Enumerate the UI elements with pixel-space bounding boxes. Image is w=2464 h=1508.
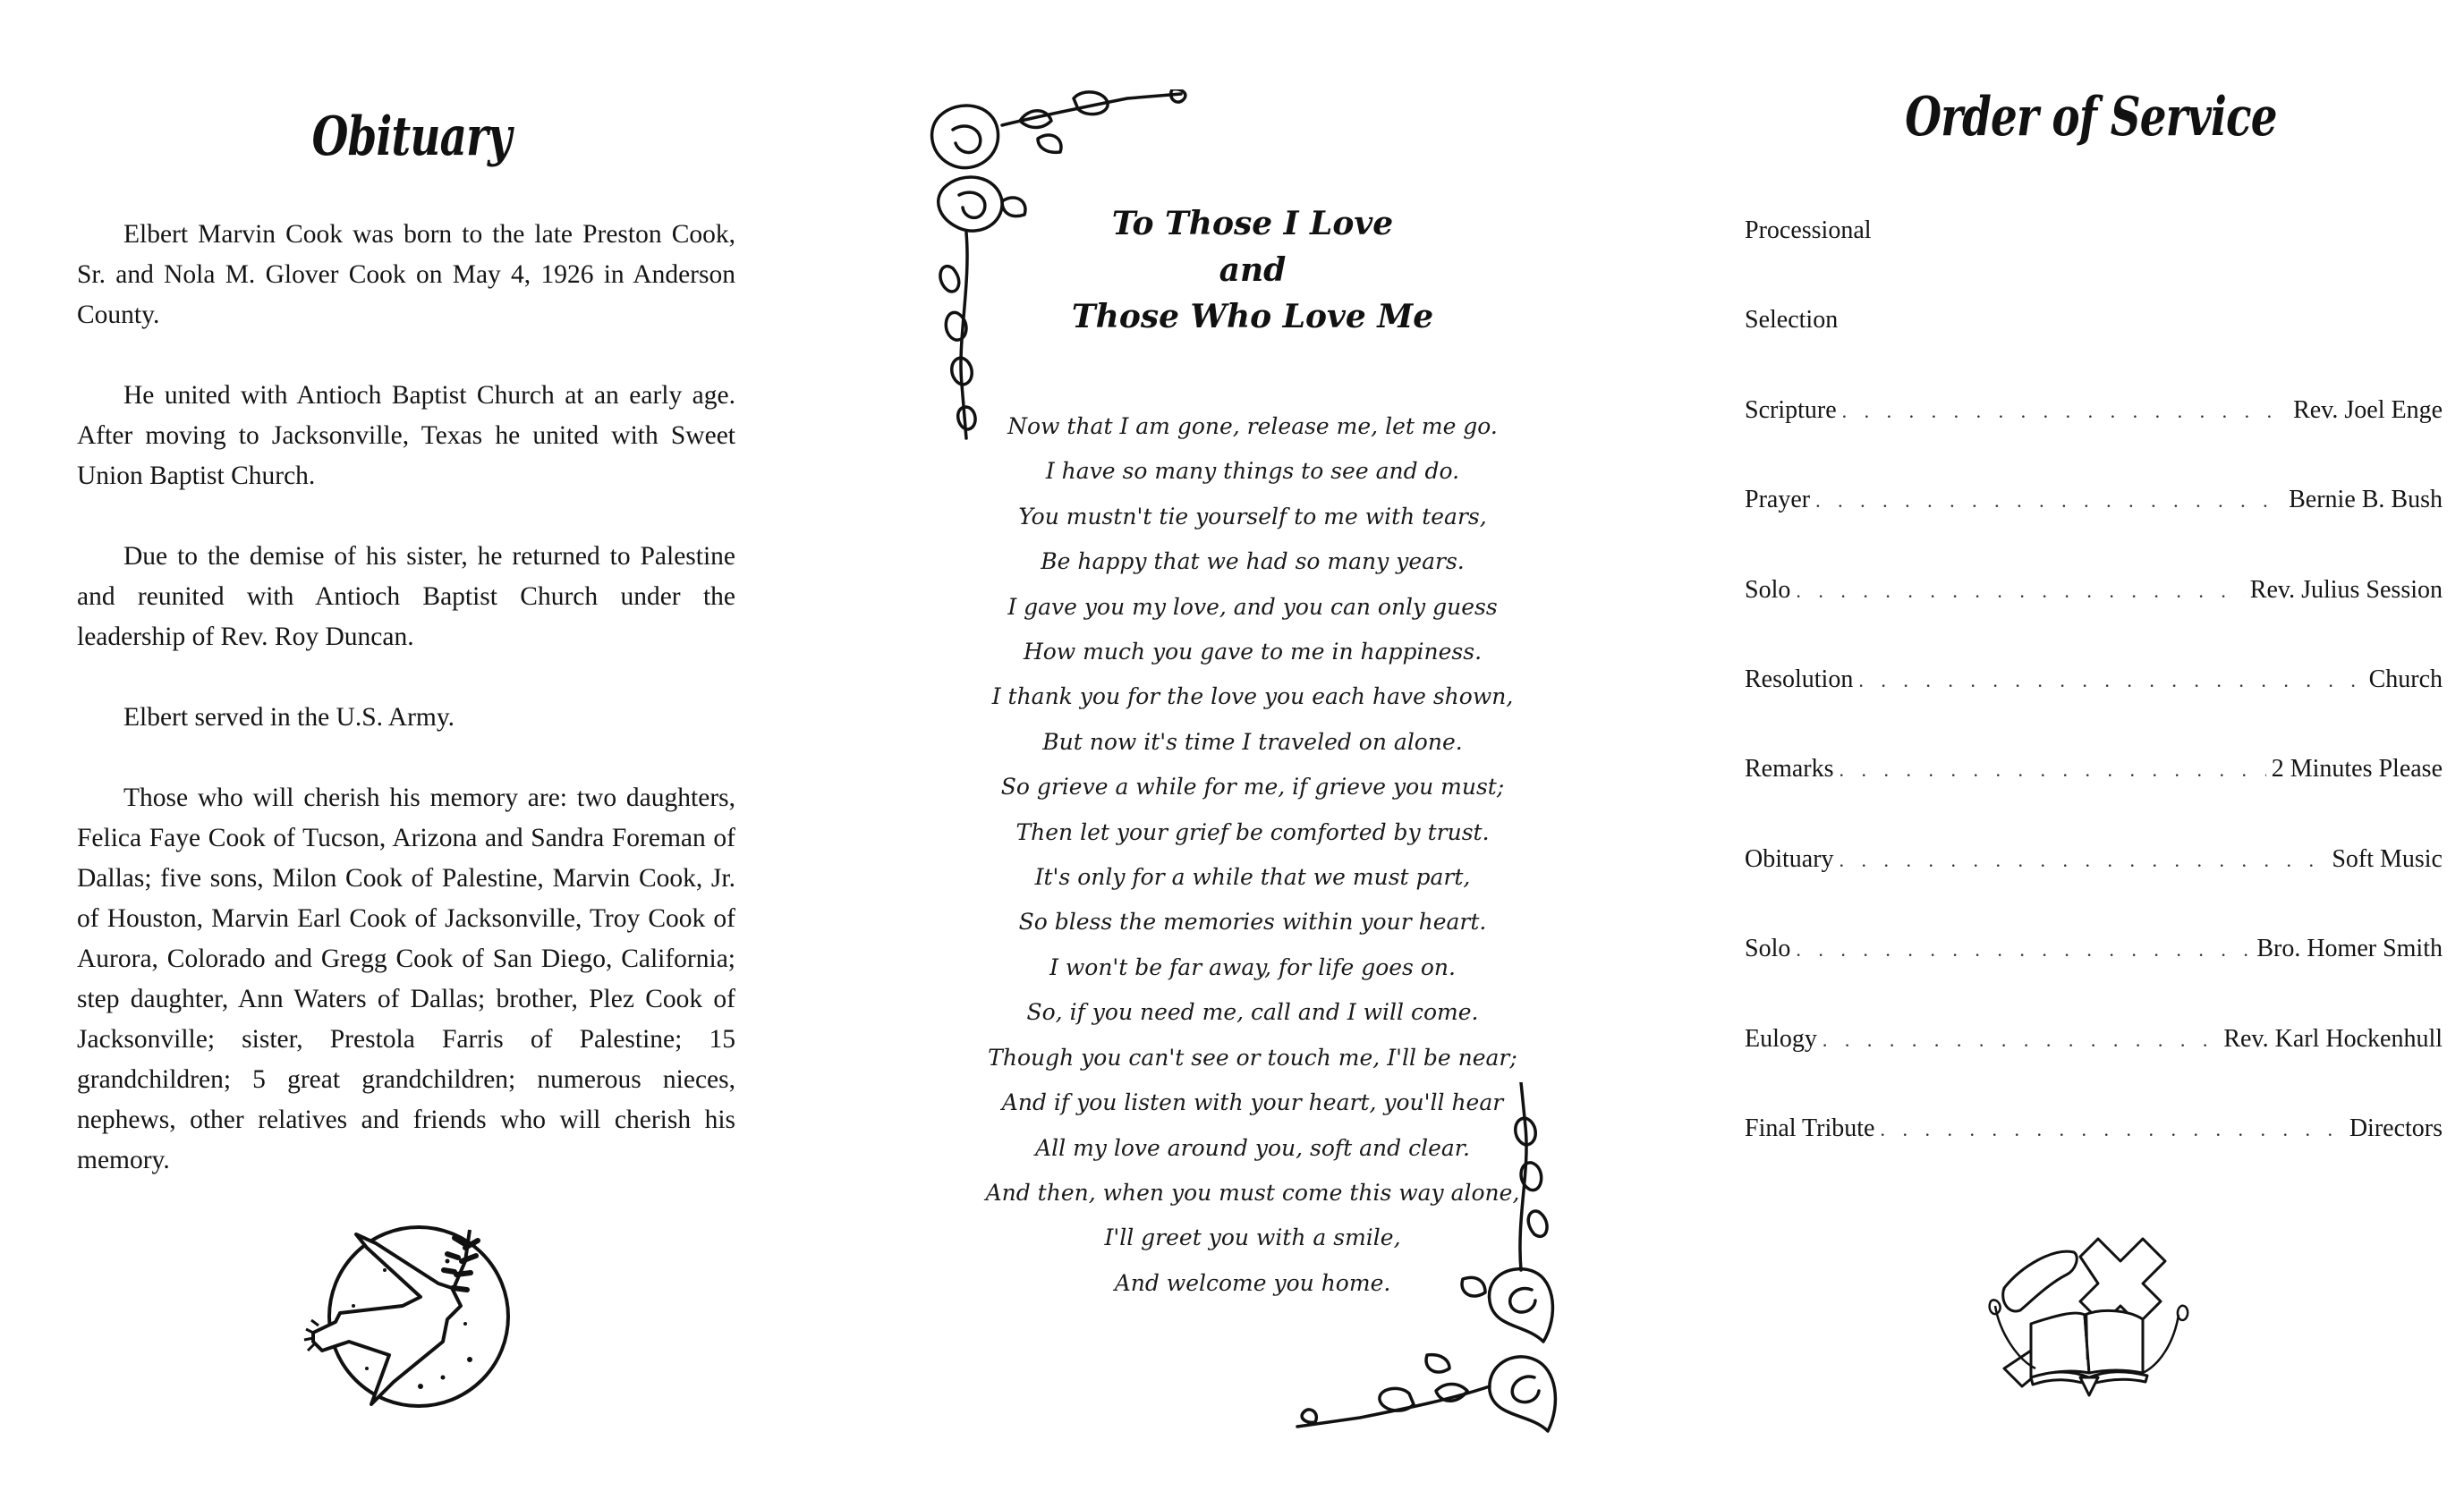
dove-with-olive-branch-icon <box>286 1207 528 1422</box>
poem-title-line: and <box>1219 251 1287 289</box>
service-item <box>1745 935 2443 1024</box>
service-part: Remarks <box>1745 755 1834 784</box>
service-participant: Bro. Homer Smith <box>2256 935 2443 963</box>
service-part: Prayer <box>1745 486 1811 514</box>
service-participant: Bernie B. Bush <box>2289 486 2443 514</box>
poem-line: Be happy that we had so many years. <box>1041 548 1465 575</box>
service-part: Processional <box>1745 216 1872 244</box>
dot-leader <box>1880 1118 2343 1141</box>
poem-line: So bless the memories within your heart. <box>1018 909 1487 936</box>
obituary-paragraph: Elbert Marvin Cook was born to the late Preston Cook, Sr. and Nola M. Glover Cook on May 4, 1926 in Anderson County. <box>77 220 735 329</box>
dot-leader <box>1840 758 2266 782</box>
poem-line: It's only for a while that we must part, <box>1034 864 1471 891</box>
service-item <box>1745 396 2443 486</box>
order-of-service-title: Order of Service <box>1905 86 2277 148</box>
dot-leader <box>1842 400 2288 423</box>
service-part: Eulogy <box>1745 1024 1817 1053</box>
obituary-title: Obituary <box>311 106 512 168</box>
service-part: Resolution <box>1745 665 1854 693</box>
rose-corner-bottom-right-icon <box>1279 1082 1584 1440</box>
poem-line: I gave you my love, and you can only guess <box>1007 593 1498 620</box>
service-participant: Directors <box>2349 1114 2443 1142</box>
order-of-service-list <box>1745 216 2443 1204</box>
obituary-paragraph: He united with Antioch Baptist Church at an early age. After moving to Jacksonville, Texas he united with Sweet Union Baptist Church. <box>77 381 735 490</box>
service-item <box>1745 306 2443 395</box>
service-part: Solo <box>1745 935 1791 963</box>
service-part: Solo <box>1745 575 1791 604</box>
obituary-paragraph: Elbert served in the U.S. Army. <box>123 703 455 732</box>
poem-panel <box>895 0 1610 1508</box>
poem-line: Then let your grief be comforted by trust. <box>1015 818 1490 845</box>
poem-line: And welcome you home. <box>1114 1269 1391 1296</box>
poem-line: Now that I am gone, release me, let me go. <box>1007 413 1498 439</box>
service-participant: Rev. Karl Hockenhull <box>2223 1024 2443 1053</box>
dot-leader <box>1840 849 2327 872</box>
service-participant: Church <box>2368 665 2443 693</box>
obituary-paragraph: Due to the demise of his sister, he returned to Palestine and reunited with Antioch Baptist Church under the leadership of Rev. Roy Duncan. <box>77 542 735 651</box>
service-participant: Soft Music <box>2332 844 2443 873</box>
service-item <box>1745 576 2443 665</box>
obituary-paragraph: Those who will cherish his memory are: two daughters, Felica Faye Cook of Tucson, Arizona and Sandra Foreman of Dallas; five sons, Milon Cook of Palestine, Marvin Cook, Jr. of Houston, Marvin Earl Cook of Jacksonville, Troy Cook of Aurora, Colorado and Gregg Cook of San Diego, California; step daughter, Ann Waters of Dallas; brother, Plez Cook of Jacksonville; sister, Prestola Farris of Palestine; 15 grandchildren; 5 great grandchildren; numerous nieces, nephews, other relatives and friends who will cherish his memory. <box>77 784 735 1174</box>
order-of-service-panel <box>1718 0 2464 1508</box>
poem-line: So grieve a while for me, if grieve you must; <box>1000 774 1505 801</box>
service-item <box>1745 665 2443 755</box>
poem-line: And if you listen with your heart, you'll hear <box>1001 1089 1504 1116</box>
poem-line: I thank you for the love you each have shown, <box>991 683 1514 710</box>
poem-line: How much you gave to me in happiness. <box>1023 639 1483 665</box>
poem-line: You mustn't tie yourself to me with tears, <box>1018 503 1487 529</box>
service-item <box>1745 1114 2443 1204</box>
poem-title-line: Those Who Love Me <box>1071 298 1434 335</box>
dot-leader <box>1858 669 2363 692</box>
poem-title <box>895 200 1610 340</box>
poem-line: And then, when you must come this way alone, <box>985 1179 1520 1206</box>
service-part: Final Tribute <box>1745 1114 1875 1142</box>
obituary-panel <box>0 0 823 1508</box>
poem-line: I have so many things to see and do. <box>1045 458 1460 485</box>
dot-leader <box>1823 1029 2218 1052</box>
service-participant: 2 Minutes Please <box>2271 755 2443 784</box>
service-item <box>1745 216 2443 306</box>
dot-leader <box>1815 489 2283 513</box>
poem-line: Though you can't see or touch me, I'll be near; <box>988 1044 1517 1071</box>
poem-title-line: To Those I Love <box>1111 205 1394 242</box>
praying-hands-bible-cross-icon <box>1968 1225 2201 1422</box>
obituary-body <box>77 215 735 1221</box>
poem-line: All my love around you, soft and clear. <box>1035 1134 1470 1161</box>
service-item <box>1745 486 2443 575</box>
dot-leader <box>1796 580 2244 603</box>
poem-line: I'll greet you with a smile, <box>1104 1224 1401 1251</box>
service-item <box>1745 845 2443 935</box>
poem-line: So, if you need me, call and I will come. <box>1026 999 1479 1026</box>
service-item <box>1745 1025 2443 1114</box>
service-part: Scripture <box>1745 395 1837 424</box>
dot-leader <box>1796 938 2251 962</box>
service-participant: Rev. Joel Enge <box>2293 395 2443 424</box>
service-part: Selection <box>1745 306 1839 335</box>
poem-line: But now it's time I traveled on alone. <box>1042 728 1463 755</box>
service-part: Obituary <box>1745 844 1834 873</box>
service-item <box>1745 755 2443 844</box>
service-participant: Rev. Julius Session <box>2249 575 2443 604</box>
poem-line: I won't be far away, for life goes on. <box>1049 953 1456 980</box>
